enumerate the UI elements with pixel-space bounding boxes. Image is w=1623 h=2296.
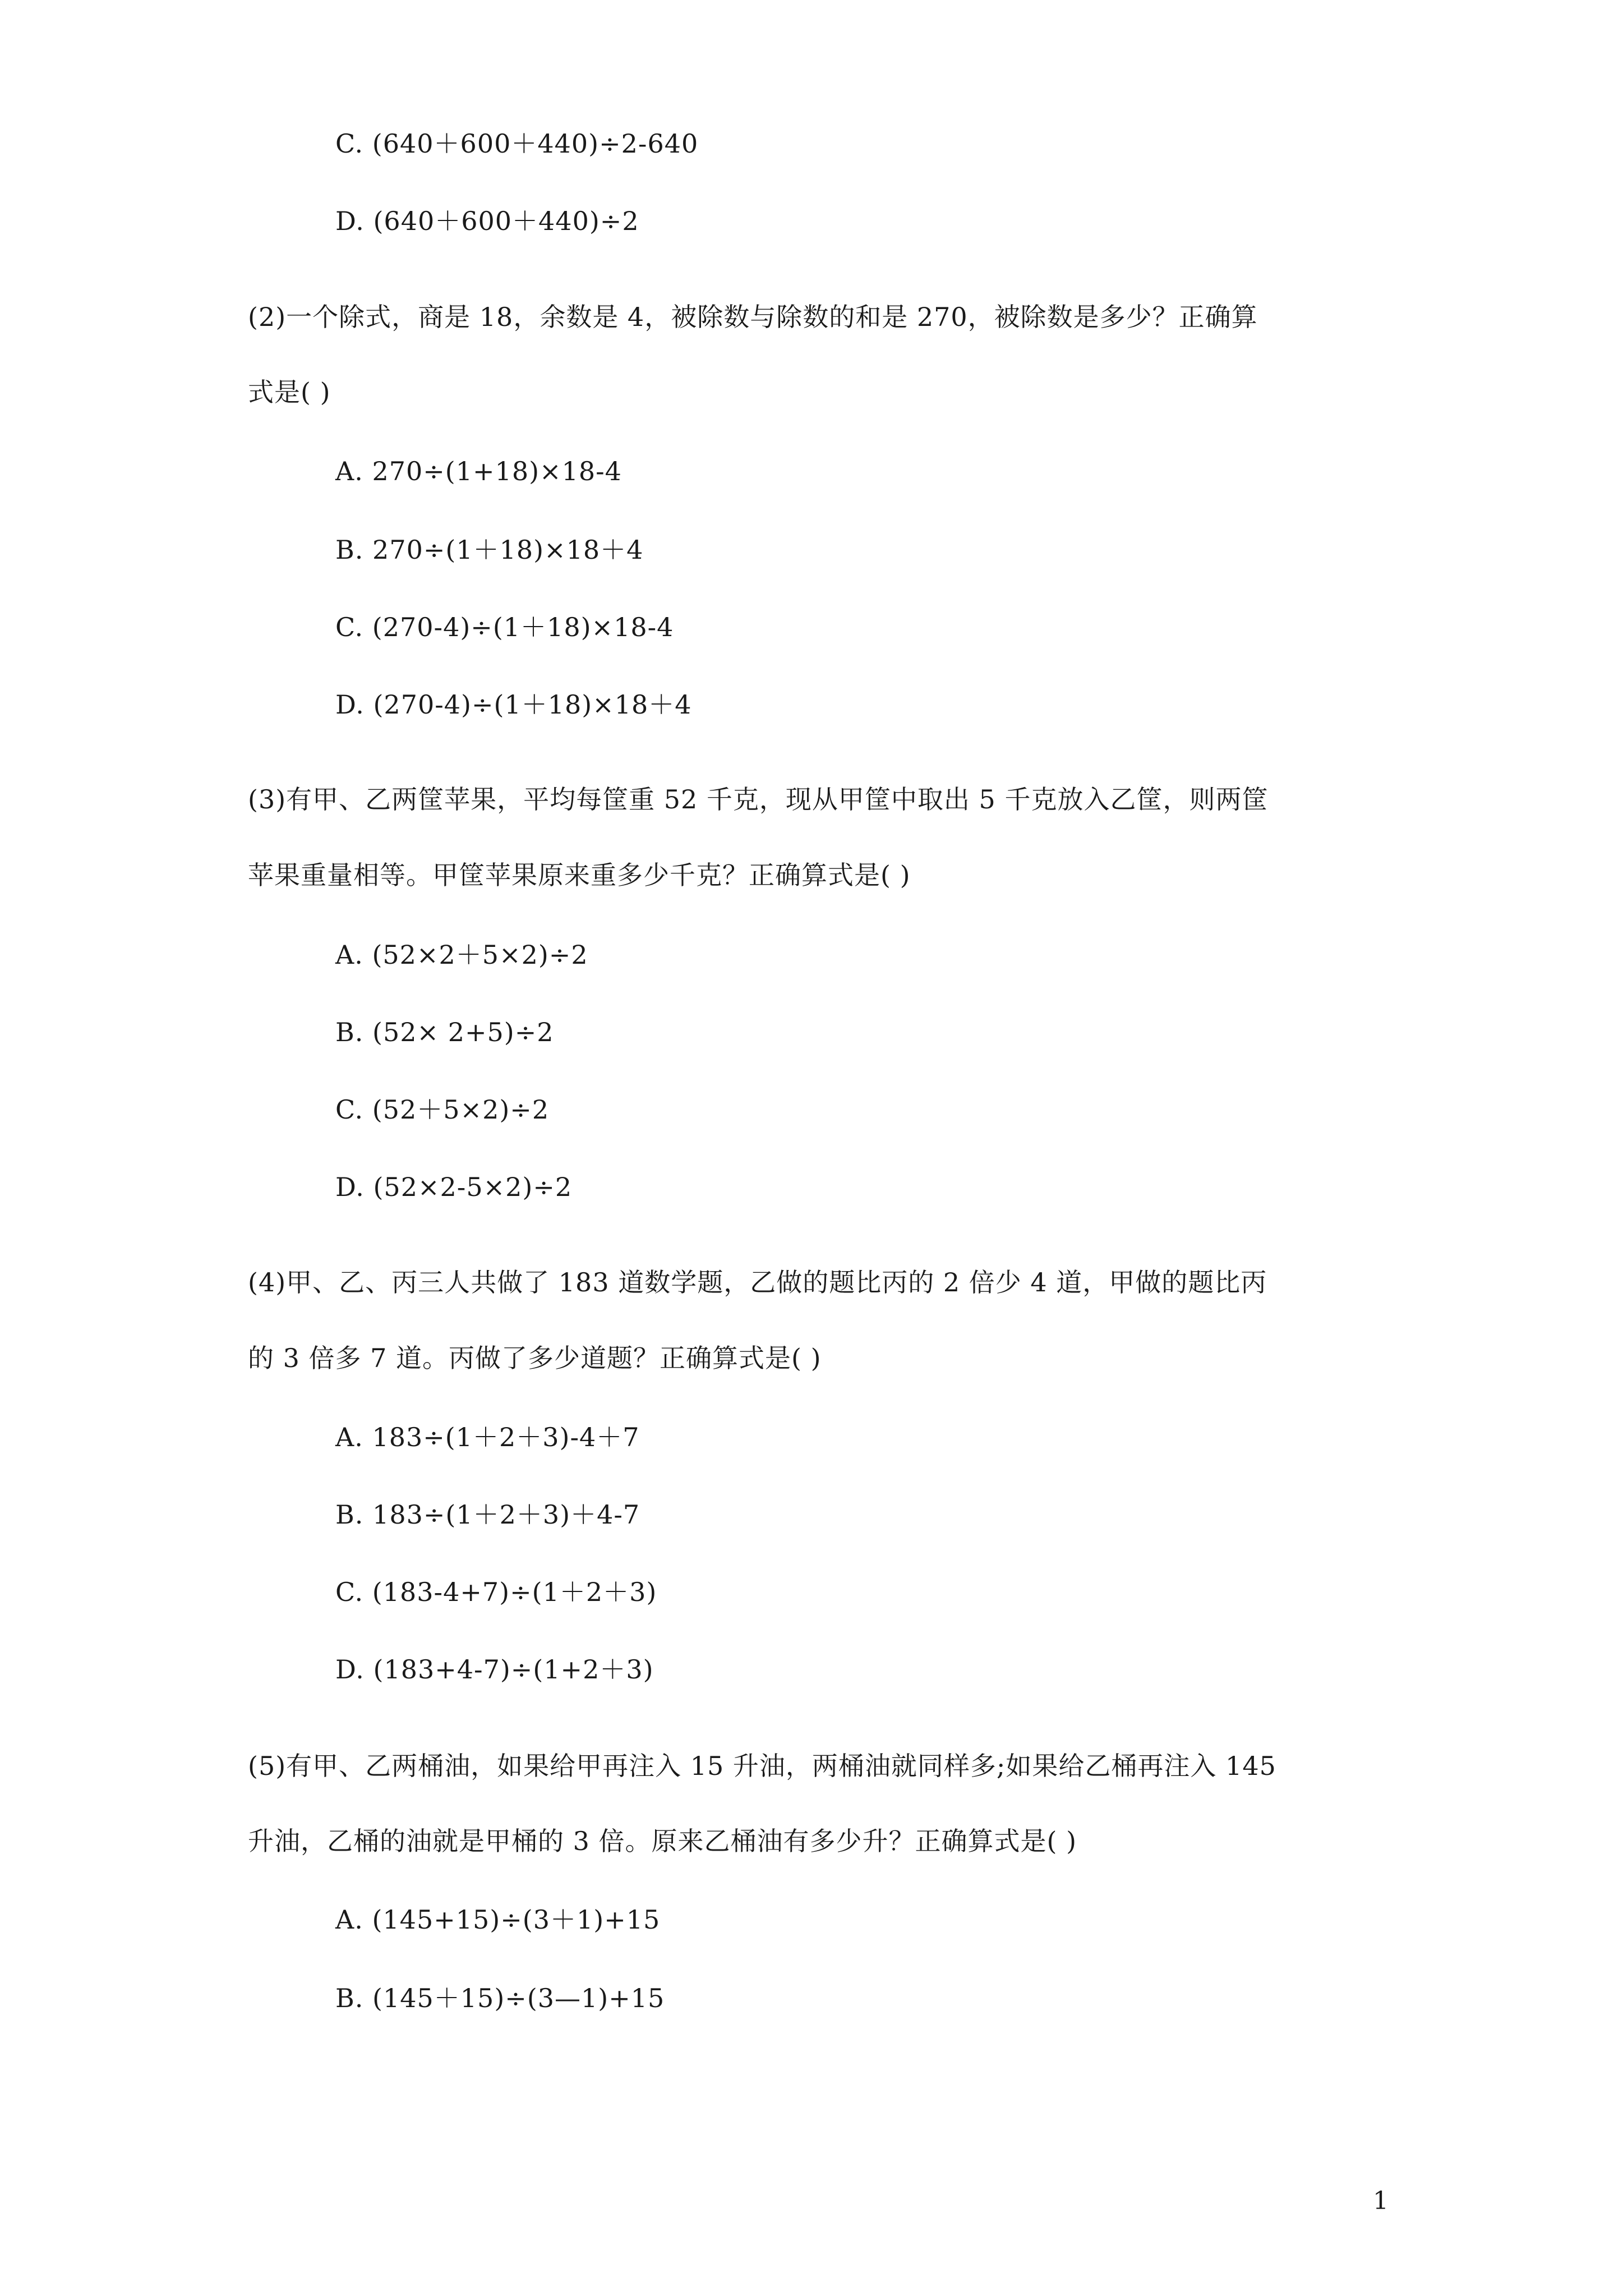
q4-option-a: A. 183÷(1＋2＋3)-4＋7 (335, 1422, 640, 1452)
q2-stem-line-1: (2)一个除式，商是 18，余数是 4，被除数与除数的和是 270，被除数是多少？正确算 (248, 302, 1258, 332)
q2-option-d: D. (270-4)÷(1＋18)×18＋4 (335, 689, 692, 720)
q3-stem-line-1: (3)有甲、乙两筐苹果，平均每筐重 52 千克，现从甲筐中取出 5 千克放入乙筐，则两筐 (248, 784, 1269, 815)
q5-option-b: B. (145＋15)÷(3—1)+15 (335, 1983, 665, 2013)
q1-option-d: D. (640＋600＋440)÷2 (335, 206, 639, 236)
q3-option-c: C. (52＋5×2)÷2 (335, 1094, 550, 1125)
q4-stem-line-2: 的 3 倍多 7 道。丙做了多少道题？正确算式是( ) (248, 1343, 822, 1373)
q1-option-c: C. (640＋600＋440)÷2-640 (335, 128, 699, 159)
q4-option-c: C. (183-4+7)÷(1＋2＋3) (335, 1577, 657, 1607)
q2-option-c: C. (270-4)÷(1＋18)×18-4 (335, 612, 674, 642)
q4-stem-line-1: (4)甲、乙、丙三人共做了 183 道数学题，乙做的题比丙的 2 倍少 4 道，甲做的题比丙 (248, 1267, 1267, 1297)
q2-stem-line-2: 式是( ) (248, 377, 331, 407)
q2-option-b: B. 270÷(1＋18)×18＋4 (335, 535, 644, 565)
q5-stem-line-2: 升油，乙桶的油就是甲桶的 3 倍。原来乙桶油有多少升？正确算式是( ) (248, 1826, 1077, 1856)
q4-option-d: D. (183+4-7)÷(1+2＋3) (335, 1654, 654, 1685)
q4-option-b: B. 183÷(1＋2＋3)＋4-7 (335, 1499, 640, 1530)
page-number: 1 (1373, 2187, 1389, 2215)
q5-stem-line-1: (5)有甲、乙两桶油，如果给甲再注入 15 升油，两桶油就同样多;如果给乙桶再注入 145 (248, 1751, 1276, 1781)
q2-option-a: A. 270÷(1+18)×18-4 (335, 456, 622, 486)
q5-option-a: A. (145+15)÷(3＋1)+15 (335, 1904, 661, 1935)
q3-option-a: A. (52×2＋5×2)÷2 (335, 940, 588, 970)
q3-stem-line-2: 苹果重量相等。甲筐苹果原来重多少千克？正确算式是( ) (248, 860, 911, 890)
q3-option-d: D. (52×2-5×2)÷2 (335, 1172, 573, 1202)
q3-option-b: B. (52× 2+5)÷2 (335, 1017, 554, 1047)
